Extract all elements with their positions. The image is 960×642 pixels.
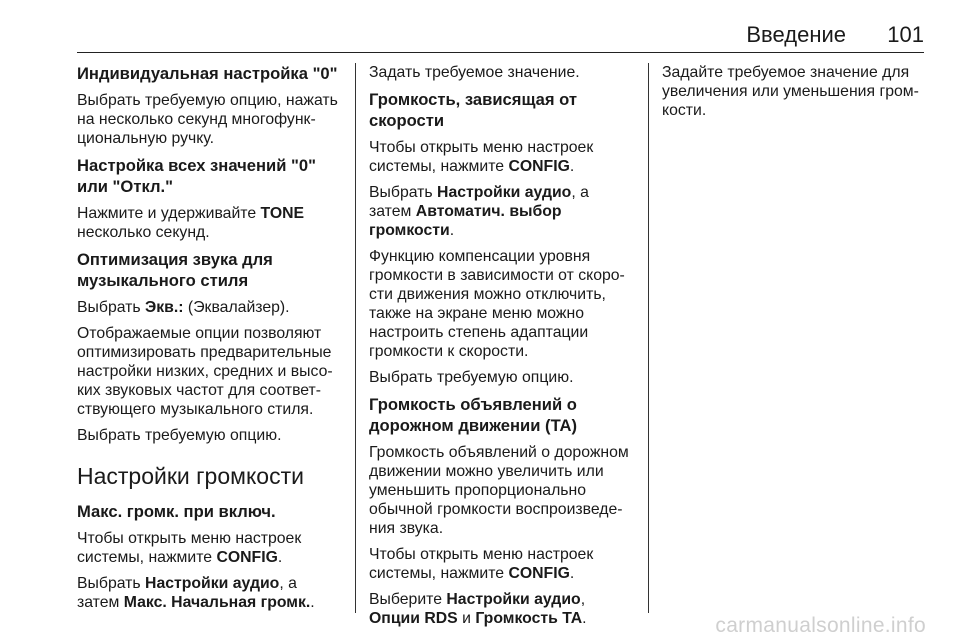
heading-volume-settings: Настройки громкости	[77, 463, 304, 489]
heading-speed-volume: Громкость, зависящая от скорости	[369, 90, 578, 130]
column-2	[369, 63, 635, 635]
text-select-ta: Выберите Настройки аудио, Опции RDS и Громкость TA.	[369, 591, 587, 627]
text-open-config: Чтобы открыть меню настроек системы, нажмите CONFIG.	[77, 530, 302, 566]
config-key: CONFIG	[216, 549, 278, 566]
text-tone-hold: Нажмите и удерживайте TONE несколько секунд.	[77, 205, 305, 241]
column-divider-1	[355, 63, 356, 613]
heading-music-style: Оптимизация звука для музыкального стиля	[77, 250, 273, 290]
text-individual-zero: Выбрать требуемую опцию, нажать на несколько секунд многофунк- циональную ручку.	[77, 92, 338, 147]
text-speed-compensation: Функцию компенсации уровня громкости в зависимости от скоро- сти движения можно отключить, также на экране меню можно настроить степень адаптации громкости к скорости.	[369, 248, 625, 360]
watermark: carmanualsonline.info	[715, 614, 926, 637]
text-set-value: Задать требуемое значение.	[369, 64, 580, 81]
text-select-eq: Выбрать Экв.: (Эквалайзер).	[77, 299, 290, 316]
config-key: CONFIG	[508, 565, 570, 582]
text-open-config-2: Чтобы открыть меню настроек системы, нажмите CONFIG.	[369, 546, 594, 582]
column-3	[662, 63, 924, 127]
text-select-option: Выбрать требуемую опцию.	[77, 427, 282, 444]
column-1	[77, 63, 343, 619]
eq-option: Экв.:	[145, 299, 184, 316]
column-divider-2	[648, 63, 649, 613]
config-key: CONFIG	[508, 158, 570, 175]
page-header	[77, 0, 924, 53]
text-select-auto-volume: Выбрать Настройки аудио, а затем Автоматич. выбор громкости.	[369, 184, 589, 239]
tone-key: TONE	[260, 205, 305, 222]
heading-ta-volume: Громкость объявлений о дорожном движении (TA)	[369, 395, 577, 435]
text-eq-description: Отображаемые опции позволяют оптимизировать предварительные настройки низких, средних и высо- ких звуковых частот для соответ- ствующего музыкального стиля.	[77, 325, 333, 418]
heading-all-values-zero: Настройка всех значений "0" или "Откл."	[77, 156, 316, 196]
text-set-ta-value: Задайте требуемое значение для увеличения или уменьшения гром- кости.	[662, 64, 919, 119]
text-select-option: Выбрать требуемую опцию.	[369, 369, 574, 386]
heading-max-startup-volume: Макс. громк. при включ.	[77, 502, 276, 521]
heading-individual-zero: Индивидуальная настройка "0"	[77, 64, 338, 83]
text-select-max-volume: Выбрать Настройки аудио, а затем Макс. Начальная громк..	[77, 575, 315, 611]
text-open-config: Чтобы открыть меню настроек системы, нажмите CONFIG.	[369, 139, 594, 175]
text-ta-description: Громкость объявлений о дорожном движении можно увеличить или уменьшить пропорционально обычной громкости воспроизведе- ния звука.	[369, 444, 629, 537]
page-number: 101	[887, 22, 924, 47]
section-title: Введение	[746, 22, 846, 47]
